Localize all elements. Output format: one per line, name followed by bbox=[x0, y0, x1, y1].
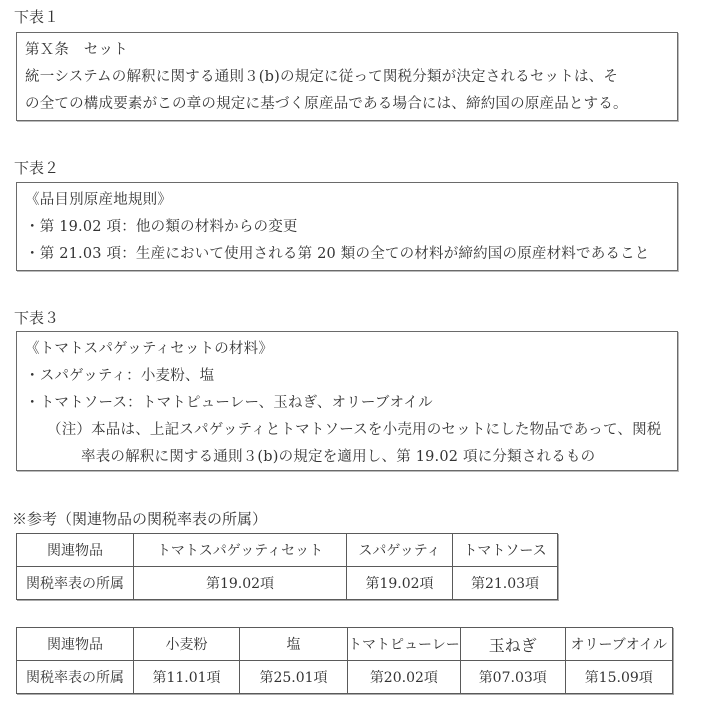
header-cell: 関連物品 bbox=[17, 534, 134, 567]
value-cell: 第19.02項 bbox=[134, 567, 347, 600]
value-cell: 第07.03項 bbox=[460, 661, 565, 694]
row-label-cell: 関税率表の所属 bbox=[17, 567, 134, 600]
origin-rules-box bbox=[16, 182, 678, 271]
header-cell: 小麦粉 bbox=[134, 628, 240, 661]
row-label-cell: 関税率表の所属 bbox=[17, 661, 134, 694]
materials-tomato-sauce: ・トマトソース：トマトピューレー、玉ねぎ、オリーブオイル bbox=[25, 395, 433, 411]
article-text-line-2: の全ての構成要素がこの章の規定に基づく原産品である場合には、締約国の原産品とする。 bbox=[25, 96, 628, 112]
table-row bbox=[17, 661, 673, 694]
value-cell: 第19.02項 bbox=[347, 567, 453, 600]
materials-spaghetti: ・スパゲッティ：小麦粉、塩 bbox=[25, 368, 215, 384]
table2-label: 下表２ bbox=[14, 159, 60, 177]
header-cell: 塩 bbox=[240, 628, 348, 661]
materials-title: 《トマトスパゲッティセットの材料》 bbox=[25, 341, 274, 357]
header-cell: オリーブオイル bbox=[565, 628, 672, 661]
table-row bbox=[17, 534, 558, 567]
table1-label: 下表１ bbox=[14, 8, 60, 26]
rule-19-02: ・第 19.02 項：他の類の材料からの変更 bbox=[25, 219, 298, 235]
article-box bbox=[16, 32, 678, 121]
header-cell: トマトスパゲッティセット bbox=[134, 534, 347, 567]
materials-box bbox=[16, 331, 678, 471]
article-text-line-1: 統一システムの解釈に関する通則３(b)の規定に従って関税分類が決定されるセットは、そ bbox=[25, 69, 619, 85]
value-cell: 第20.02項 bbox=[348, 661, 461, 694]
reference-title: ※参考（関連物品の関税率表の所属） bbox=[12, 510, 268, 528]
value-cell: 第15.09項 bbox=[565, 661, 672, 694]
reference-table-a bbox=[16, 533, 558, 600]
table-row bbox=[17, 567, 558, 600]
header-cell: 関連物品 bbox=[17, 628, 134, 661]
table3-label: 下表３ bbox=[14, 309, 60, 327]
table-row bbox=[17, 628, 673, 661]
note-line-2: 率表の解釈に関する通則３(b)の規定を適用し、第 19.02 項に分類されるもの bbox=[81, 449, 596, 465]
header-cell: トマトソース bbox=[453, 534, 558, 567]
value-cell: 第21.03項 bbox=[453, 567, 558, 600]
reference-table-b bbox=[16, 627, 673, 694]
value-cell: 第11.01項 bbox=[134, 661, 240, 694]
origin-rules-title: 《品目別原産地規則》 bbox=[25, 192, 172, 208]
value-cell: 第25.01項 bbox=[240, 661, 348, 694]
header-cell: 玉ねぎ bbox=[460, 628, 565, 661]
header-cell: スパゲッティ bbox=[347, 534, 453, 567]
header-cell: トマトピューレー bbox=[348, 628, 461, 661]
article-title: 第Ｘ条 セット bbox=[25, 42, 128, 58]
rule-21-03: ・第 21.03 項：生産において使用される第 20 類の全ての材料が締約国の原産材料であること bbox=[25, 246, 650, 262]
note-line-1: （注）本品は、上記スパゲッティとトマトソースを小売用のセットにした物品であって、関税 bbox=[47, 422, 662, 438]
